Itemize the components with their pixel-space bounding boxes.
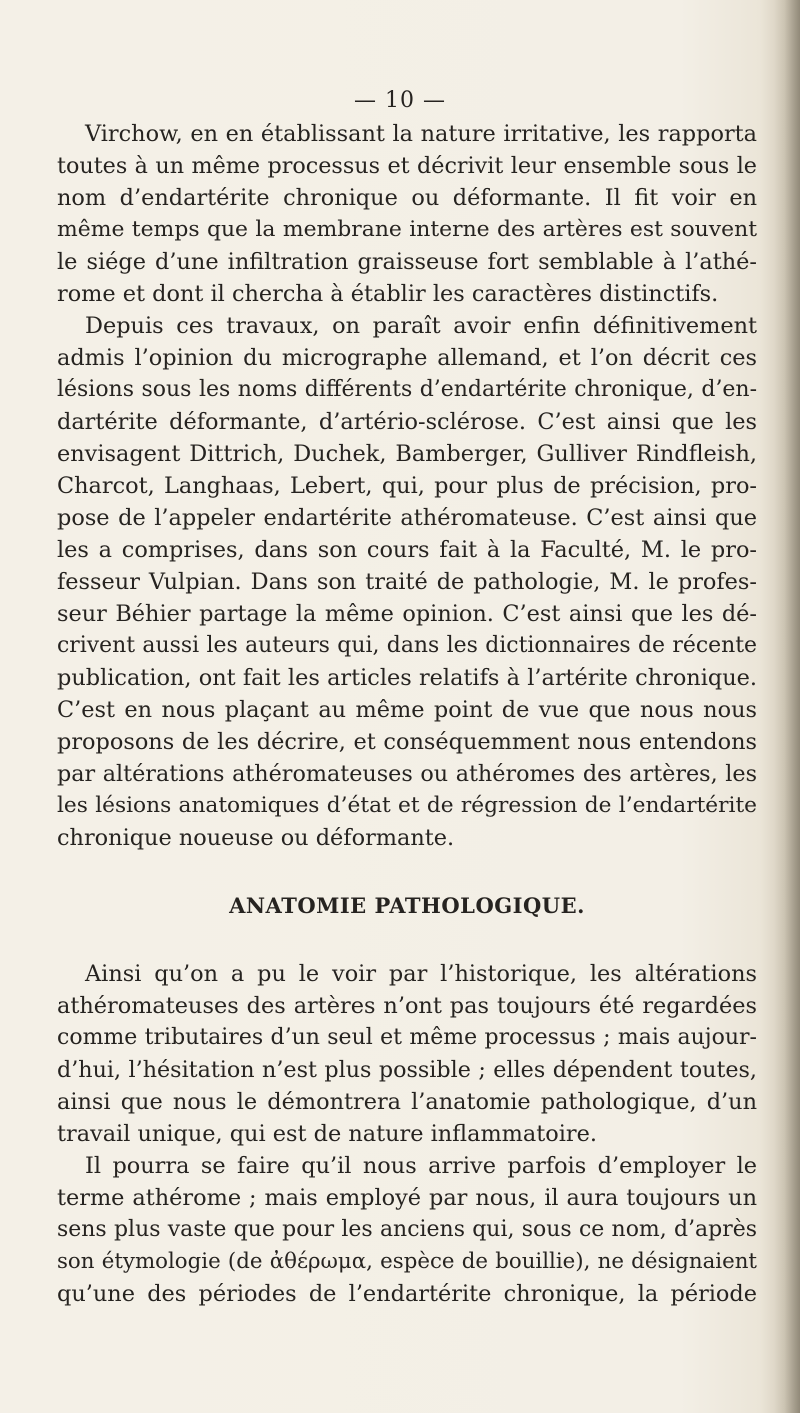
section-heading: ANATOMIE PATHOLOGIQUE. [229, 893, 585, 918]
text-line: d’hui, l’hésitation n’est plus possible ; elles dépendent toutes, [57, 1057, 757, 1083]
text-line: dartérite déformante, d’artério-sclérose. C’est ainsi que les [57, 409, 757, 435]
text-line: nom d’endartérite chronique ou déformante. Il fit voir en [57, 185, 757, 211]
text-line: lésions sous les noms différents d’endartérite chronique, d’en- [57, 377, 757, 402]
page-number: — 10 — [354, 88, 446, 113]
text-line: qu’une des périodes de l’endartérite chronique, la période [57, 1281, 757, 1307]
paragraph-2 [57, 310, 757, 854]
text-line: Il pourra se faire qu’il nous arrive parfois d’employer le [85, 1153, 757, 1179]
text-line: publication, ont fait les articles relatifs à l’artérite chronique. [57, 665, 757, 691]
text-line: athéromateuses des artères n’ont pas toujours été regardées [57, 993, 757, 1019]
text-line: les lésions anatomiques d’état et de régression de l’endartérite [57, 793, 757, 818]
text-line: Virchow, en en établissant la nature irritative, les rapporta [85, 121, 757, 147]
text-line: Depuis ces travaux, on paraît avoir enfin définitivement [85, 313, 757, 339]
text-line: sens plus vaste que pour les anciens qui, sous ce nom, d’après [57, 1217, 757, 1242]
text-line: le siége d’une infiltration graisseuse fort semblable à l’athé- [57, 249, 757, 275]
text-line: envisagent Dittrich, Duchek, Bamberger, Gulliver Rindfleish, [57, 441, 757, 467]
text-line: même temps que la membrane interne des artères est souvent [57, 217, 757, 242]
text-line: chronique noueuse ou déformante. [57, 825, 455, 851]
text-line: proposons de les décrire, et conséquemment nous entendons [57, 729, 757, 755]
text-line: C’est en nous plaçant au même point de vue que nous nous [57, 697, 757, 723]
text-line: Ainsi qu’on a pu le voir par l’historique, les altérations [85, 961, 757, 987]
text-line: travail unique, qui est de nature inflammatoire. [57, 1121, 597, 1147]
text-line: rome et dont il chercha à établir les caractères distinctifs. [57, 281, 719, 307]
text-line: terme athérome ; mais employé par nous, il aura toujours un [57, 1185, 757, 1211]
text-line: toutes à un même processus et décrivit leur ensemble sous le [57, 153, 757, 179]
text-line: crivent aussi les auteurs qui, dans les dictionnaires de récente [57, 633, 757, 658]
text-line: par altérations athéromateuses ou athéromes des artères, les [57, 761, 757, 787]
text-line: pose de l’appeler endartérite athéromateuse. C’est ainsi que [57, 505, 757, 531]
paragraph-4 [57, 1150, 757, 1310]
text-line: comme tributaires d’un seul et même processus ; mais aujour- [57, 1025, 757, 1050]
text-line: admis l’opinion du micrographe allemand, et l’on décrit ces [57, 345, 757, 371]
text-line: seur Béhier partage la même opinion. C’est ainsi que les dé- [57, 601, 757, 627]
page-edge-shadow [774, 0, 800, 1413]
text-line: Charcot, Langhaas, Lebert, qui, pour plus de précision, pro- [57, 473, 757, 499]
text-line: son étymologie (de ἀθέρωμα, espèce de bouillie), ne désignaient [57, 1249, 757, 1274]
text-line: les a comprises, dans son cours fait à la Faculté, M. le pro- [57, 537, 757, 563]
text-line: ainsi que nous le démontrera l’anatomie pathologique, d’un [57, 1089, 757, 1115]
text-line: fesseur Vulpian. Dans son traité de pathologie, M. le profes- [57, 569, 757, 595]
paragraph-1 [57, 118, 757, 310]
body-text [57, 118, 757, 1310]
paragraph-3 [57, 958, 757, 1150]
